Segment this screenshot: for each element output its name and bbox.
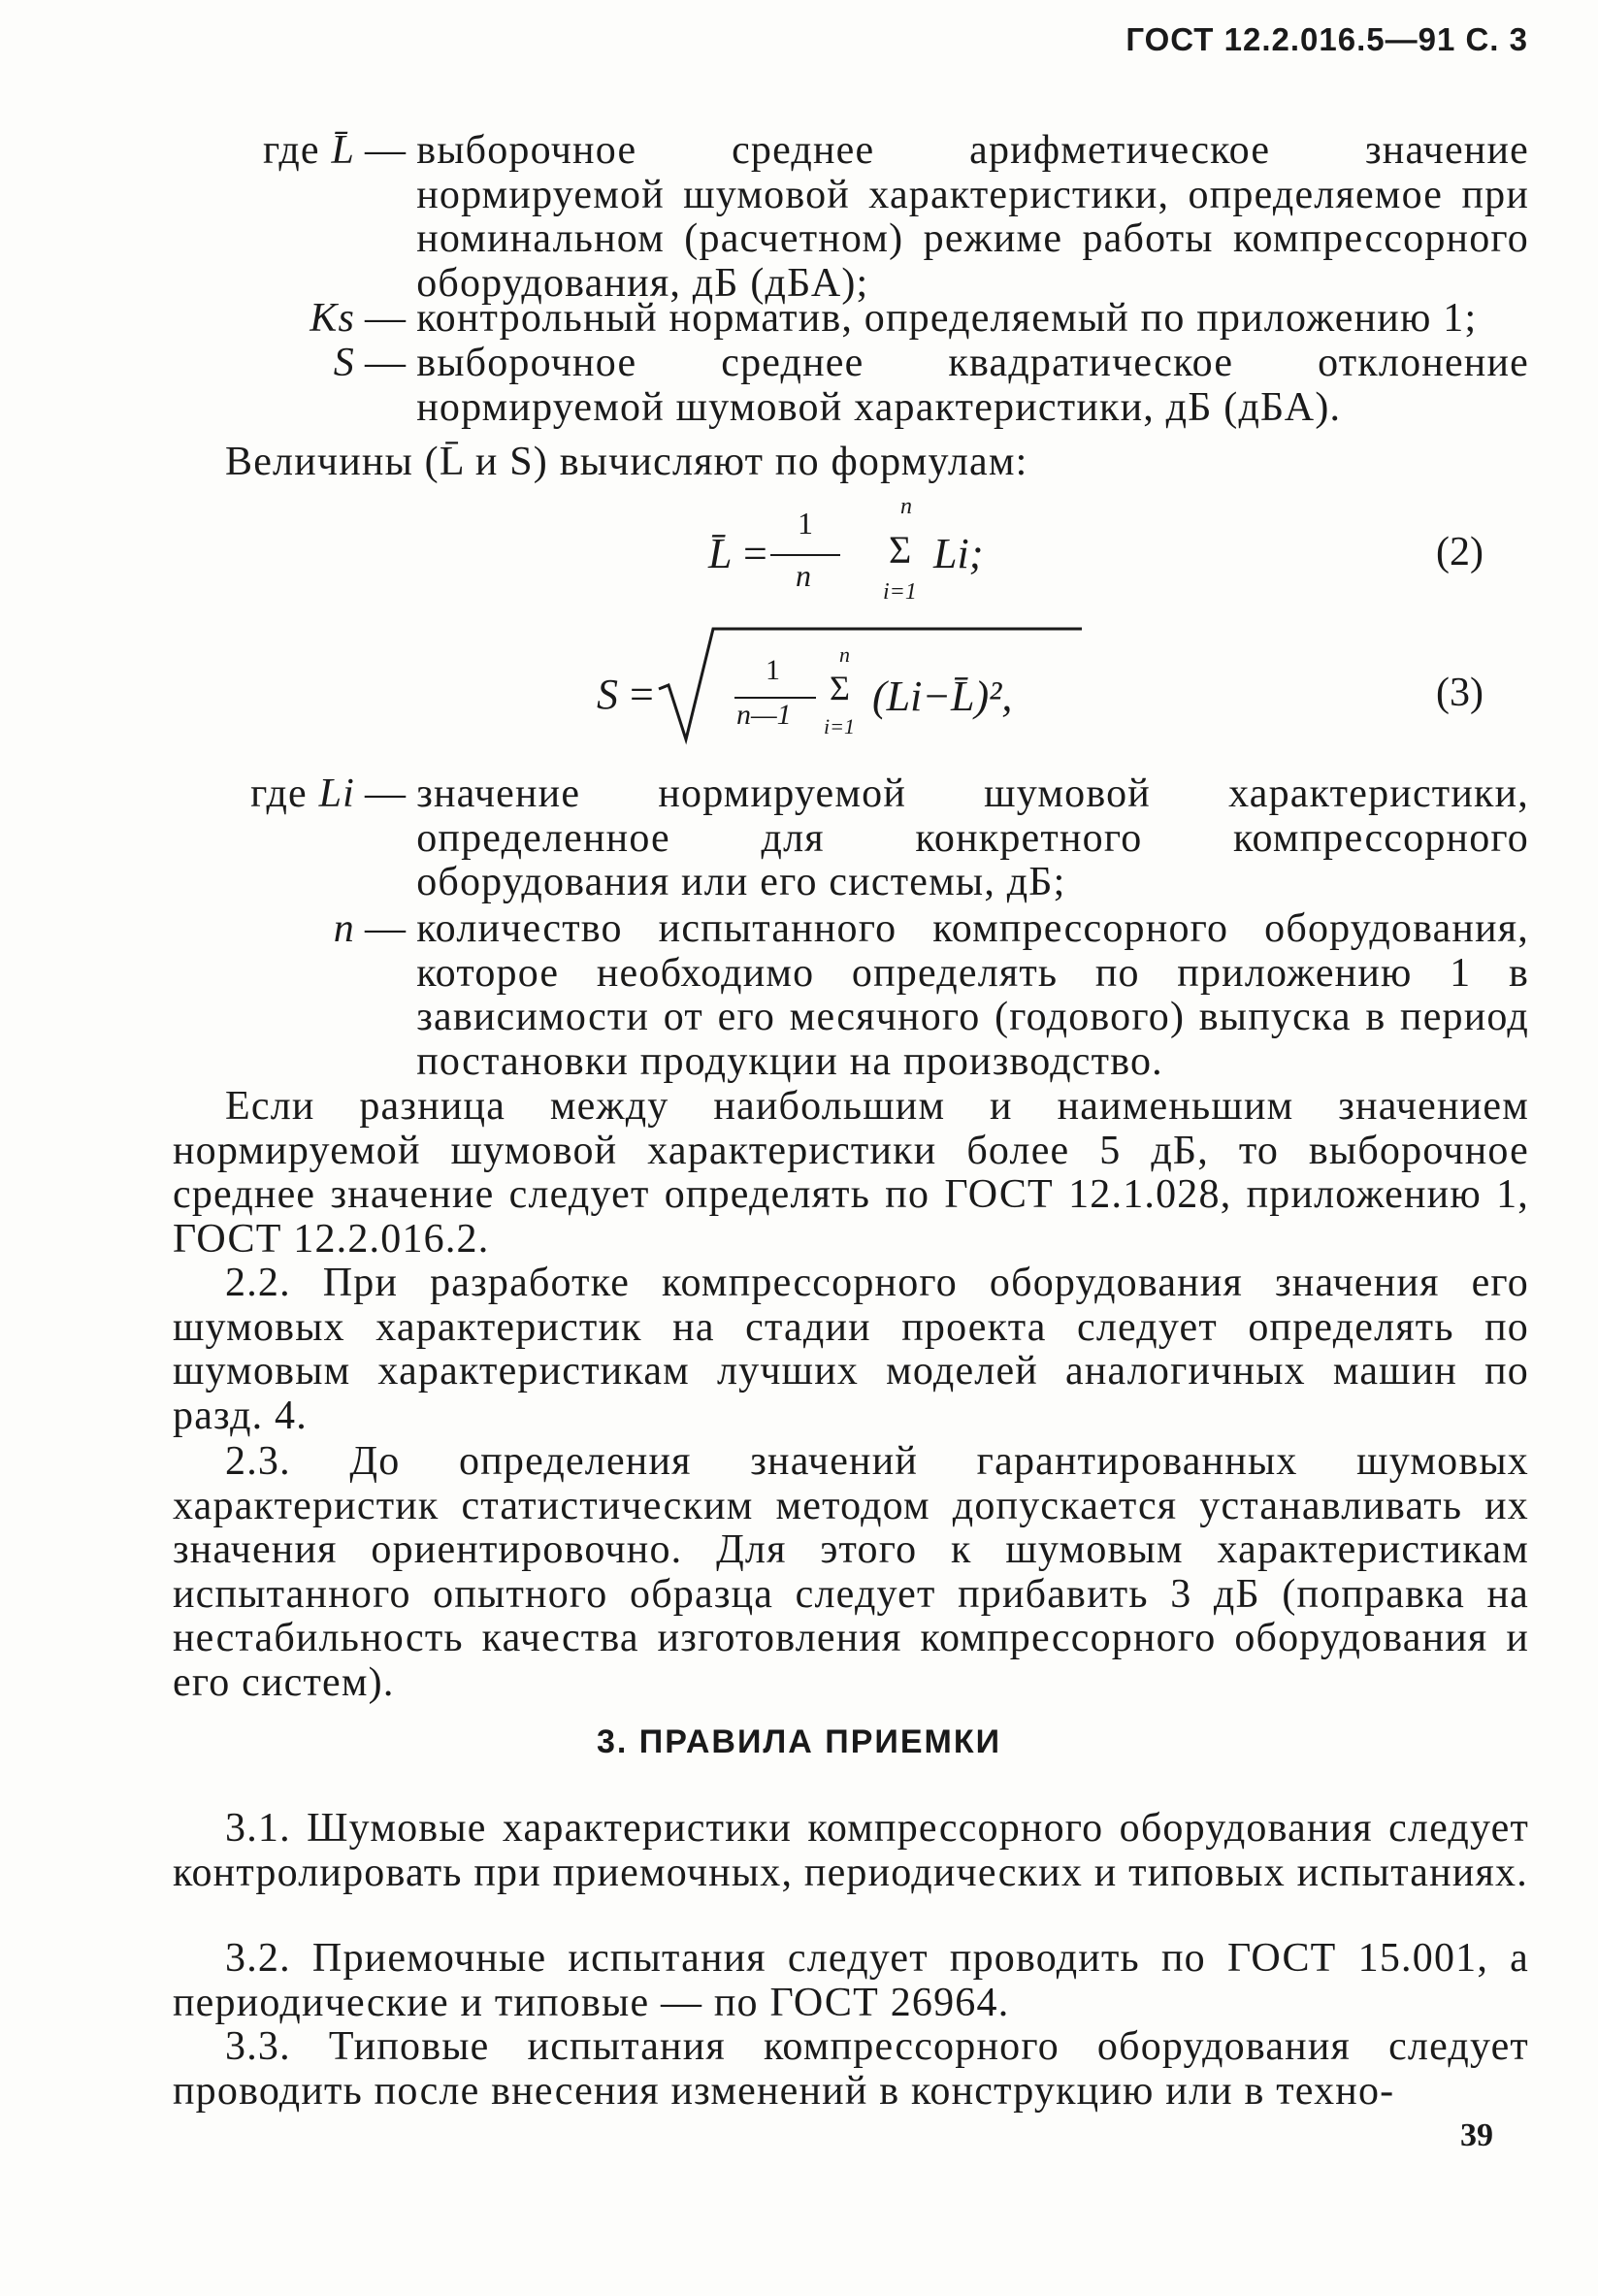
- sum-sign: Σ: [830, 669, 850, 707]
- definition-dash: —: [365, 906, 408, 951]
- paragraph: Если разница между наибольшим и наименьшим значением нормируемой шумовой характеристики более 5 дБ, то выборочное среднее значение следует определять по ГОСТ 12.1.028, приложению 1, ГОСТ 12.2.016.2.: [173, 1084, 1529, 1262]
- definition-symbol: S: [333, 341, 355, 385]
- definitions-lead: где: [262, 128, 320, 173]
- formula-term: (Li−L̄)²,: [872, 672, 1013, 720]
- formula-denominator: n: [796, 558, 811, 593]
- definition-symbol: Li: [318, 771, 355, 816]
- formula-denominator: n—1: [736, 699, 792, 731]
- formula-numerator: 1: [766, 654, 780, 686]
- section-title: 3. ПРАВИЛА ПРИЕМКИ: [596, 1723, 1002, 1760]
- definition-text: выборочное среднее квадратическое отклонение нормируемой шумовой характеристики, дБ (дБА).: [416, 341, 1529, 430]
- sum-upper-limit: n: [900, 494, 912, 519]
- page-number: 39: [1460, 2117, 1493, 2153]
- definitions-lead: где: [250, 771, 308, 816]
- definition-dash: —: [365, 128, 408, 173]
- sum-lower-limit: i=1: [883, 579, 917, 605]
- definition-item: [202, 129, 1529, 306]
- definition-item: [202, 297, 1529, 342]
- definition-item: [194, 907, 1529, 1084]
- sum-sign: Σ: [889, 528, 912, 572]
- paragraph-3-3: 3.3. Типовые испытания компрессорного оборудования следует проводить после внесения изменений в конструкцию или в техно-: [173, 2024, 1529, 2114]
- definition-item: [194, 772, 1529, 905]
- paragraph-2-2: 2.2. При разработке компрессорного оборудования значения его шумовых характеристик на стадии проекта следует определять по шумовым характеристикам лучших моделей аналогичных машин по разд. 4.: [173, 1261, 1529, 1438]
- paragraph-3-1: 3.1. Шумовые характеристики компрессорного оборудования следует контролировать при приемочных, периодических и типовых испытаниях.: [173, 1806, 1529, 1895]
- definition-symbol: Ks: [310, 296, 355, 341]
- definition-dash: —: [365, 341, 408, 385]
- equation-number-2: (2): [1436, 530, 1484, 574]
- definition-dash: —: [365, 771, 408, 816]
- formula-3: S = 1 n—1 n Σ i=1 (Li−L̄)²,: [597, 621, 1101, 747]
- formula-2: L̄ = 1 n n Σ i=1 Li;: [708, 494, 984, 605]
- sum-lower-limit: i=1: [824, 714, 855, 738]
- paragraph-3-2: 3.2. Приемочные испытания следует проводить по ГОСТ 15.001, а периодические и типовые — по ГОСТ 26964.: [173, 1936, 1529, 2025]
- paragraph-2-3: 2.3. До определения значений гарантированных шумовых характеристик статистическим методом допускается устанавливать их значения ориентировочно. Для этого к шумовым характеристикам испытанного опытного образца следует прибавить 3 дБ (поправка на нестабильность качества изготовления компрессорного оборудования и его систем).: [173, 1439, 1529, 1705]
- definition-text: количество испытанного компрессорного оборудования, которое необходимо определять по приложению 1 в зависимости от его месячного (годового) выпуска в период постановки продукции на производство.: [416, 906, 1529, 1084]
- definition-text: значение нормируемой шумовой характеристики, определенное для конкретного компрессорного оборудования или его системы, дБ;: [416, 771, 1529, 904]
- standard-header: ГОСТ 12.2.016.5—91 С. 3: [1125, 21, 1528, 57]
- definition-text: контрольный норматив, определяемый по приложению 1;: [416, 296, 1478, 341]
- formula-lhs: L̄: [708, 530, 733, 577]
- formulas-intro: Величины (L̄ и S) вычисляют по формулам:: [225, 440, 1028, 484]
- formula-term: Li;: [933, 530, 984, 577]
- definition-item: [202, 342, 1529, 430]
- equation-number-3: (3): [1436, 671, 1484, 715]
- definition-symbol: L̄: [331, 128, 355, 173]
- sum-upper-limit: n: [839, 642, 850, 667]
- formula-lhs: S: [597, 671, 618, 718]
- definition-text: выборочное среднее арифметическое значение нормируемой шумовой характеристики, определяемое при номинальном (расчетном) режиме работы компрессорного оборудования, дБ (дБА);: [416, 128, 1529, 306]
- square-root-sign: [657, 621, 1084, 747]
- definition-dash: —: [365, 296, 408, 341]
- fraction-bar: [770, 554, 840, 556]
- definition-symbol: n: [333, 906, 355, 951]
- formula-numerator: 1: [798, 506, 813, 541]
